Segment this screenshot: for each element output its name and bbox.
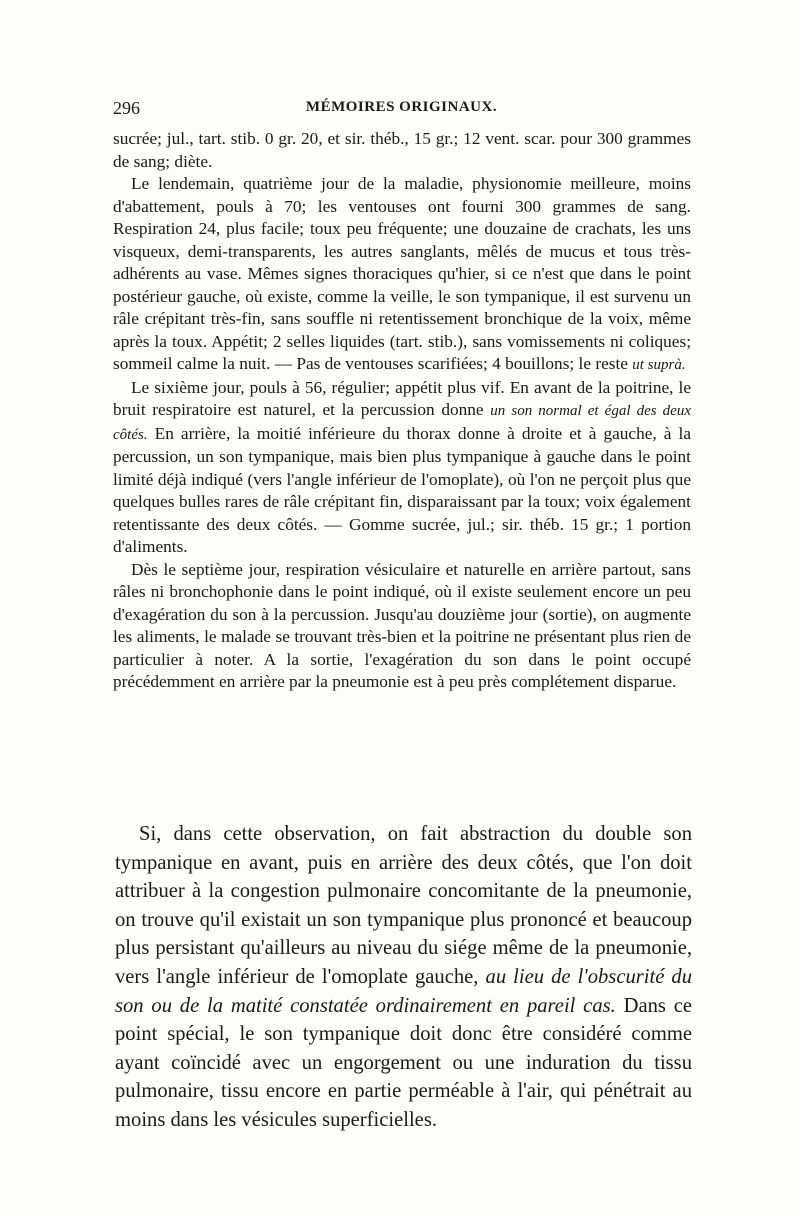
- paragraph-sixth-day: [113, 377, 691, 559]
- italic-phrase: au lieu de l'obscurité du son ou de la matité constatée ordinairement en pareil cas.: [115, 965, 692, 1017]
- paragraph-text: Dès le septième jour, respiration vésiculaire et naturelle en arrière partout, sans râles ni bronchophonie dans le point indiqué, où il existe seulement encore un peu d'exagération du son à la percussion. Jusqu'au douzième jour (sortie), on augmente les aliments, le malade se trouvant très-bien et la poitrine ne présentant plus rien de particulier à noter. A la sortie, l'exagération du son dans le point occupé précédemment en arrière par la pneumonie est à peu près complétement disparue.: [113, 559, 691, 691]
- paragraph-seventh-day: [113, 559, 691, 694]
- italic-phrase: un son normal et égal des deux côtés.: [113, 403, 691, 443]
- paragraph-text: Si, dans cette observation, on fait abstraction du double son tympanique en avant, puis en arrière des deux côtés, que l'on doit attribuer à la congestion pulmonaire concomitante de la pneumonie, on trouve qu'il existait un son tympanique plus prononcé et beaucoup plus persistant qu'ailleurs au niveau du siége même de la pneumonie, vers l'angle inférieur de l'omoplate gauche,: [115, 823, 692, 988]
- paragraph-text: sucrée; jul., tart. stib. 0 gr. 20, et sir. théb., 15 gr.; 12 vent. scar. pour 300 grammes de sang; diète.: [113, 129, 691, 171]
- running-header: [113, 98, 690, 122]
- observation-text: [113, 128, 691, 694]
- paragraph-fourth-day: [113, 173, 691, 377]
- paragraph-text: En arrière, la moitié inférieure du thorax donne à droite et à gauche, à la percussion, un son tympanique, mais bien plus tympanique à gauche dans le point limité déjà indiqué (vers l'angle inférieur de l'omoplate), où l'on ne perçoit plus que quelques bulles rares de râle crépitant fin, disparaissant par la toux; voix également retentissante des deux côtés. — Gomme sucrée, jul.; sir. théb. 15 gr.; 1 portion d'aliments.: [113, 423, 691, 556]
- paragraph-continuation: [113, 128, 691, 173]
- paragraph-text: Le lendemain, quatrième jour de la maladie, physionomie meilleure, moins d'abattement, pouls à 70; les ventouses ont fourni 300 grammes de sang. Respiration 24, plus facile; toux peu fréquente; une douzaine de crachats, les uns visqueux, demi-transparents, les autres sanglants, mêlés de mucus et tous très-adhérents au vase. Mêmes signes thoraciques qu'hier, si ce n'est que dans le point postérieur gauche, où existe, comme la veille, le son tympanique, il est survenu un râle crépitant très-fin, sans souffle ni retentissement bronchique de la voix, même après la toux. Appétit; 2 selles liquides (tart. stib.), sans vomissements ni coliques; sommeil calme la nuit. — Pas de ventouses scarifiées; 4 bouillons; le reste: [113, 174, 691, 373]
- paragraph-text: Le sixième jour, pouls à 56, régulier; appétit plus vif. En avant de la poitrine, le bruit respiratoire est naturel, et la percussion donne: [113, 377, 691, 419]
- running-title: MÉMOIRES ORIGINAUX.: [305, 99, 498, 115]
- commentary-text: [115, 820, 692, 1135]
- page-number: 296: [113, 98, 140, 118]
- paragraph-text: Dans ce point spécial, le son tympanique doit donc être considéré comme ayant coïncidé avec un engorgement ou une induration du tissu pulmonaire, tissu encore en partie perméable à l'air, qui pénétrait au moins dans les vésicules superficielles.: [115, 994, 692, 1131]
- paragraph-commentary: [115, 820, 692, 1135]
- italic-phrase: ut suprà.: [632, 357, 686, 373]
